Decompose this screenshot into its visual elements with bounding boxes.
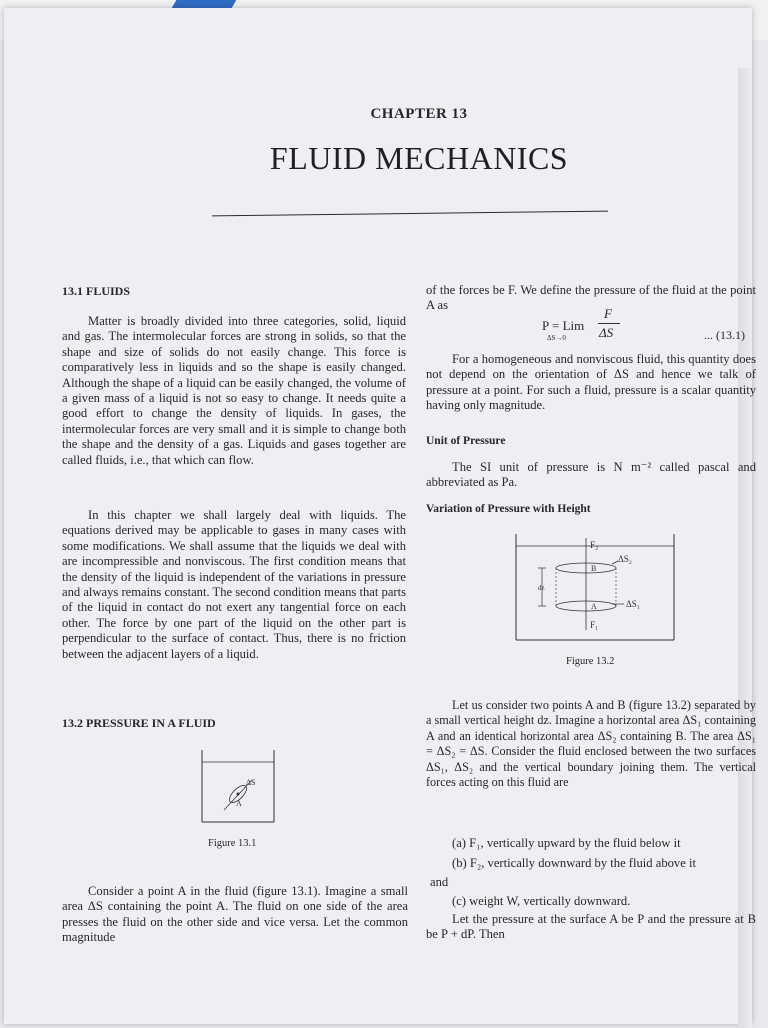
figure-13-2-label-b: B: [591, 564, 597, 573]
section-heading-fluids: 13.1 FLUIDS: [62, 284, 131, 298]
list-item-b: (b) F₂, vertically downward by the fluid above it: [452, 856, 696, 870]
figure-13-2-label-dz: dz: [538, 584, 545, 592]
heading-variation-of-pressure: Variation of Pressure with Height: [426, 503, 591, 515]
page-edge: [738, 68, 752, 1028]
paragraph-homogeneous: For a homogeneous and nonviscous fluid, this quantity does not depend on the orientation of ΔS and hence we talk of pressure at a point. For such a fluid, pressure is a scalar quantity having only magnitude.: [426, 352, 756, 413]
equation-limit-subscript: ΔS→0: [547, 334, 566, 342]
figure-13-2-caption: Figure 13.2: [566, 656, 615, 667]
paragraph-pressure-at-surface: Let the pressure at the surface A be P and the pressure at B be P + dP. Then: [426, 912, 756, 942]
chapter-label: CHAPTER 13: [370, 106, 468, 122]
figure-13-2-label-f2: F₂: [590, 540, 599, 550]
figure-13-2-label-f1: F₁: [590, 620, 599, 630]
list-connector-and: and: [430, 875, 449, 889]
figure-13-2-label-ds2: ΔS₂: [618, 554, 632, 564]
equation-fraction-bar: [598, 323, 620, 324]
figure-13-2: [514, 530, 676, 642]
equation-denominator: ΔS: [599, 325, 614, 340]
list-item-c: (c) weight W, vertically downward.: [452, 894, 631, 908]
chapter-title: FLUID MECHANICS: [269, 140, 569, 176]
equation-numerator: F: [604, 306, 612, 321]
paragraph-fluids-1: Matter is broadly divided into three categories, solid, liquid and gas. The intermolecular forces are strong in solids, so that the shape and size of solids do not easily change. This force is comparatively less in liquids and so the shape is easily changed. Although the shape of a liquid can be easily changed, the volume of a given mass of a liquid is not so easy to change. It needs quite a good effort to change the density of liquids. In gases, the intermolecular forces are very small and it is simple to change both the shape and the density of a gas. Liquids and gases together are called fluids, i.e., that which can flow.: [62, 314, 406, 467]
figure-13-1: [200, 748, 276, 824]
equation-lhs: P = Lim: [542, 318, 585, 333]
figure-13-1-caption: Figure 13.1: [208, 838, 257, 849]
list-item-a: (a) F₁, vertically upward by the fluid below it: [452, 836, 681, 850]
figure-13-2-label-ds1: ΔS₁: [626, 599, 640, 609]
heading-unit-of-pressure: Unit of Pressure: [426, 435, 506, 447]
figure-13-2-label-a: A: [591, 602, 597, 611]
equation-number: ... (13.1): [704, 328, 745, 342]
paragraph-unit: The SI unit of pressure is N m⁻² called pascal and abbreviated as Pa.: [426, 460, 756, 490]
paragraph-pressure: Consider a point A in the fluid (figure 13.1). Imagine a small area ΔS containing the point A. The fluid on one side of the area presses the fluid on the other side and vice versa. Let the common magnitude: [62, 884, 408, 945]
paragraph-fluids-2: In this chapter we shall largely deal with liquids. The equations derived may be applicable to gases in many cases with some modifications. We shall assume that the liquids we deal with are incompressible and nonviscous. The first condition means that the density of the liquid is independent of the variations in pressure and always remains constant. The second condition means that parts of the liquid in contact do not exert any tangential force on each other. The force by one part of the liquid on the other part is perpendicular to the surface of contact. Thus, there is no friction between the adjacent layers of a liquid.: [62, 508, 406, 661]
paragraph-consider-points: Let us consider two points A and B (figure 13.2) separated by a small vertical height dz. Imagine a horizontal area ΔS₁ containing A and an identical horizontal area ΔS₂ containing B. The area ΔS₁ = ΔS₂ = ΔS. Consider the fluid enclosed between the two surfaces ΔS₁, ΔS₂ and the vertical boundary joining them. The vertical forces acting on this fluid are: [426, 698, 756, 790]
figure-13-1-label-a: A: [236, 799, 242, 808]
paragraph-define-pressure: of the forces be F. We define the pressure of the fluid at the point A as: [426, 283, 756, 313]
figure-13-1-label-ds: ΔS: [246, 778, 256, 787]
section-heading-pressure: 13.2 PRESSURE IN A FLUID: [62, 716, 216, 730]
